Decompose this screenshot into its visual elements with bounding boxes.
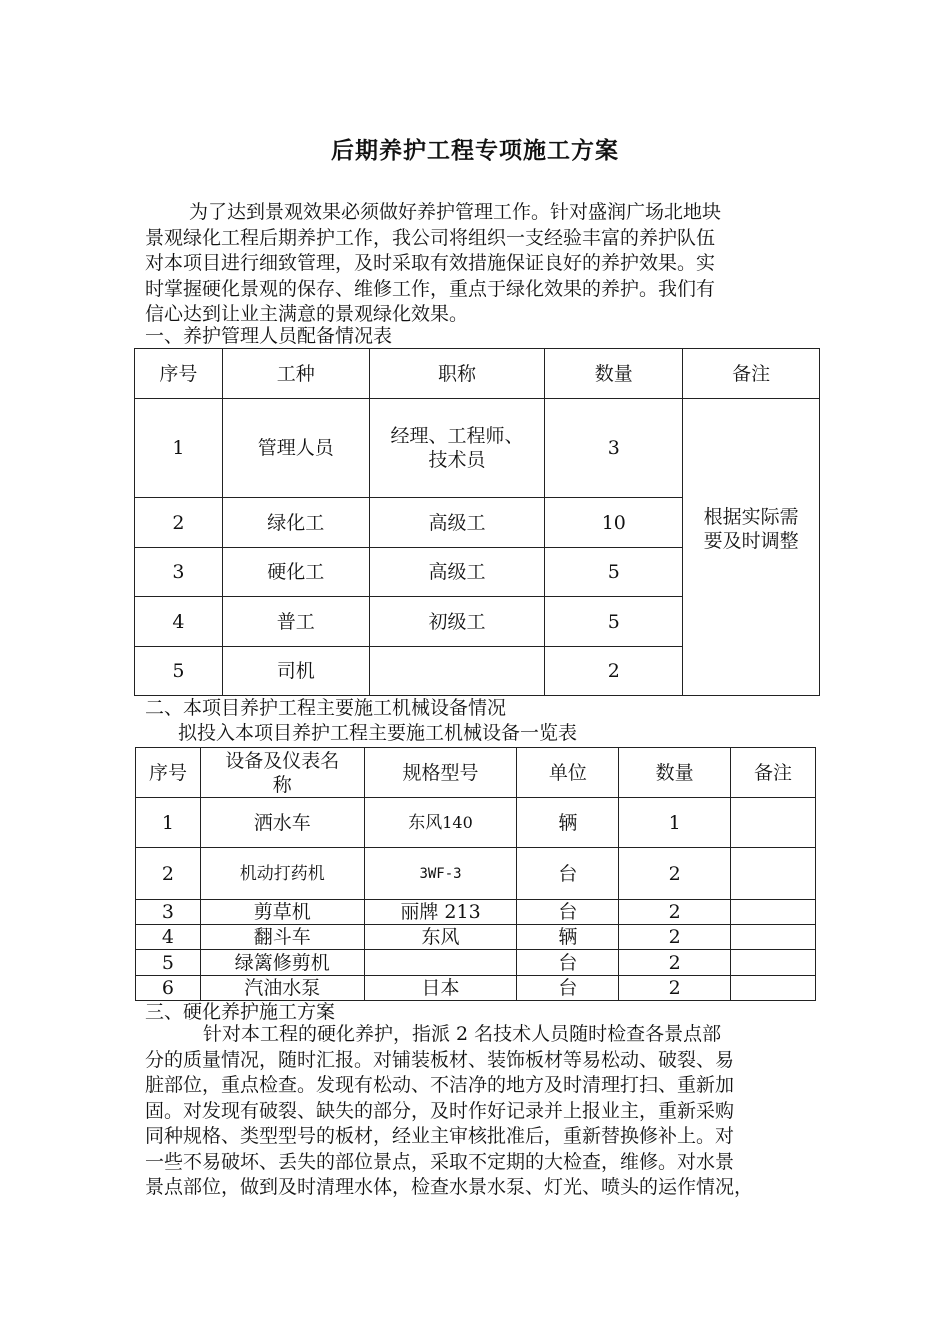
equip-spec xyxy=(364,798,517,848)
intro-line: 景观绿化工程后期养护工作，我公司将组织一支经验丰富的养护队伍 xyxy=(145,226,716,249)
staff-header-type: 工种 xyxy=(222,349,369,399)
equip-qty: 2 xyxy=(619,848,731,900)
staff-type: 管理人员 xyxy=(222,399,369,498)
equip-unit: 台 xyxy=(517,848,619,900)
table-row xyxy=(136,798,816,848)
staff-no: 2 xyxy=(135,498,223,548)
staff-remark-line: 根据实际需 xyxy=(703,506,799,528)
staff-title: 初级工 xyxy=(369,597,545,647)
staff-header-no: 序号 xyxy=(135,349,223,399)
staff-header-remark: 备注 xyxy=(683,349,820,399)
equip-header-spec: 规格型号 xyxy=(364,748,517,798)
equip-spec: 3WF-3 xyxy=(364,848,517,900)
equip-remark xyxy=(731,900,816,925)
table-row xyxy=(136,900,816,925)
equip-name: 剪草机 xyxy=(200,900,364,925)
equip-remark xyxy=(731,848,816,900)
staff-title xyxy=(369,647,545,696)
staff-type: 普工 xyxy=(222,597,369,647)
equip-qty: 1 xyxy=(619,798,731,848)
staff-title: 高级工 xyxy=(369,498,545,548)
section1-heading: 一、养护管理人员配备情况表 xyxy=(145,325,393,347)
equip-header-unit: 单位 xyxy=(517,748,619,798)
equip-no: 3 xyxy=(136,900,201,925)
equip-spec: 东风 xyxy=(364,925,517,950)
staff-remark xyxy=(683,399,820,696)
equip-no: 6 xyxy=(136,976,201,1001)
staff-remark-line: 要及时调整 xyxy=(703,530,799,552)
equip-unit: 辆 xyxy=(517,925,619,950)
equip-unit: 台 xyxy=(517,950,619,976)
intro-line: 时掌握硬化景观的保存、维修工作，重点于绿化效果的养护。我们有 xyxy=(145,277,716,300)
intro-line: 为了达到景观效果必须做好养护管理工作。针对盛润广场北地块 xyxy=(189,201,722,223)
equip-remark xyxy=(731,925,816,950)
staff-qty: 5 xyxy=(545,548,683,597)
staff-no: 3 xyxy=(135,548,223,597)
intro-line: 对本项目进行细致管理，及时采取有效措施保证良好的养护效果。实 xyxy=(145,252,716,274)
staff-type: 硬化工 xyxy=(222,548,369,597)
equip-header-no: 序号 xyxy=(136,748,201,798)
section3-paragraph xyxy=(145,1022,825,1201)
equip-no: 2 xyxy=(136,848,201,900)
staff-no: 1 xyxy=(135,399,223,498)
equip-qty: 2 xyxy=(619,976,731,1001)
section3-line: 固。对发现有破裂、缺失的部分，及时作好记录并上报业主，重新采购 xyxy=(145,1099,735,1122)
equip-name: 翻斗车 xyxy=(200,925,364,950)
intro-line: 信心达到让业主满意的景观绿化效果。 xyxy=(145,303,469,325)
equip-header-qty: 数量 xyxy=(619,748,731,798)
staff-table-header-row xyxy=(135,349,820,399)
equip-remark xyxy=(731,976,816,1001)
table-row xyxy=(136,950,816,976)
equip-no: 1 xyxy=(136,798,201,848)
equip-remark xyxy=(731,798,816,848)
equip-no: 4 xyxy=(136,925,201,950)
equip-header-remark: 备注 xyxy=(731,748,816,798)
staff-title-line: 技术员 xyxy=(428,449,486,471)
equip-qty: 2 xyxy=(619,925,731,950)
equip-name: 机动打药机 xyxy=(200,848,364,900)
table-row xyxy=(135,399,820,498)
staff-qty: 10 xyxy=(545,498,683,548)
equip-spec: 丽牌 213 xyxy=(364,900,517,925)
equip-qty: 2 xyxy=(619,900,731,925)
staff-type: 绿化工 xyxy=(222,498,369,548)
staff-type: 司机 xyxy=(222,647,369,696)
section3-line: 针对本工程的硬化养护，指派 2 名技术人员随时检查各景点部 xyxy=(203,1023,722,1045)
equipment-table xyxy=(135,747,816,1001)
section3-line: 同种规格、类型型号的板材，经业主审核批准后，重新替换修补上。对 xyxy=(145,1125,735,1147)
equip-unit: 台 xyxy=(517,900,619,925)
section2-heading: 二、本项目养护工程主要施工机械设备情况 xyxy=(145,697,507,719)
equip-spec-model: 140 xyxy=(442,813,473,832)
equip-spec: 日本 xyxy=(364,976,517,1001)
section3-line: 分的质量情况，随时汇报。对铺装板材、装饰板材等易松动、破裂、易 xyxy=(145,1048,735,1071)
equip-header-name-line: 设备及仪表名 xyxy=(225,749,340,772)
equip-qty: 2 xyxy=(619,950,731,976)
equip-no: 5 xyxy=(136,950,201,976)
section3-heading: 三、硬化养护施工方案 xyxy=(145,1001,336,1023)
section3-line: 景点部位，做到及时清理水体，检查水景水泵、灯光、喷头的运作情况， xyxy=(145,1176,754,1198)
staff-no: 5 xyxy=(135,647,223,696)
table-row xyxy=(136,976,816,1001)
equip-header-name xyxy=(200,748,364,798)
table-row xyxy=(136,848,816,900)
staff-header-title: 职称 xyxy=(369,349,545,399)
staff-title xyxy=(369,399,545,498)
staff-header-qty: 数量 xyxy=(545,349,683,399)
equip-header-name-line: 称 xyxy=(272,773,292,796)
staff-table xyxy=(134,348,820,696)
page-title: 后期养护工程专项施工方案 xyxy=(331,138,619,164)
staff-no: 4 xyxy=(135,597,223,647)
equip-name: 汽油水泵 xyxy=(200,976,364,1001)
equip-name: 洒水车 xyxy=(200,798,364,848)
equip-name: 绿篱修剪机 xyxy=(200,950,364,976)
equip-spec-brand: 东风 xyxy=(408,813,443,833)
staff-title-line: 经理、工程师、 xyxy=(390,425,524,447)
section3-line: 脏部位，重点检查。发现有松动、不洁净的地方及时清理打扫、重新加 xyxy=(145,1074,735,1096)
staff-qty: 2 xyxy=(545,647,683,696)
staff-title: 高级工 xyxy=(369,548,545,597)
equip-remark xyxy=(731,950,816,976)
equip-spec xyxy=(364,950,517,976)
equip-unit: 台 xyxy=(517,976,619,1001)
intro-paragraph xyxy=(145,200,825,328)
staff-qty: 3 xyxy=(545,399,683,498)
staff-qty: 5 xyxy=(545,597,683,647)
table-row xyxy=(136,925,816,950)
equip-unit: 辆 xyxy=(517,798,619,848)
section2-subheading: 拟投入本项目养护工程主要施工机械设备一览表 xyxy=(178,722,578,744)
section3-line: 一些不易破坏、丢失的部位景点，采取不定期的大检查，维修。对水景 xyxy=(145,1150,735,1173)
equipment-table-header-row xyxy=(136,748,816,798)
